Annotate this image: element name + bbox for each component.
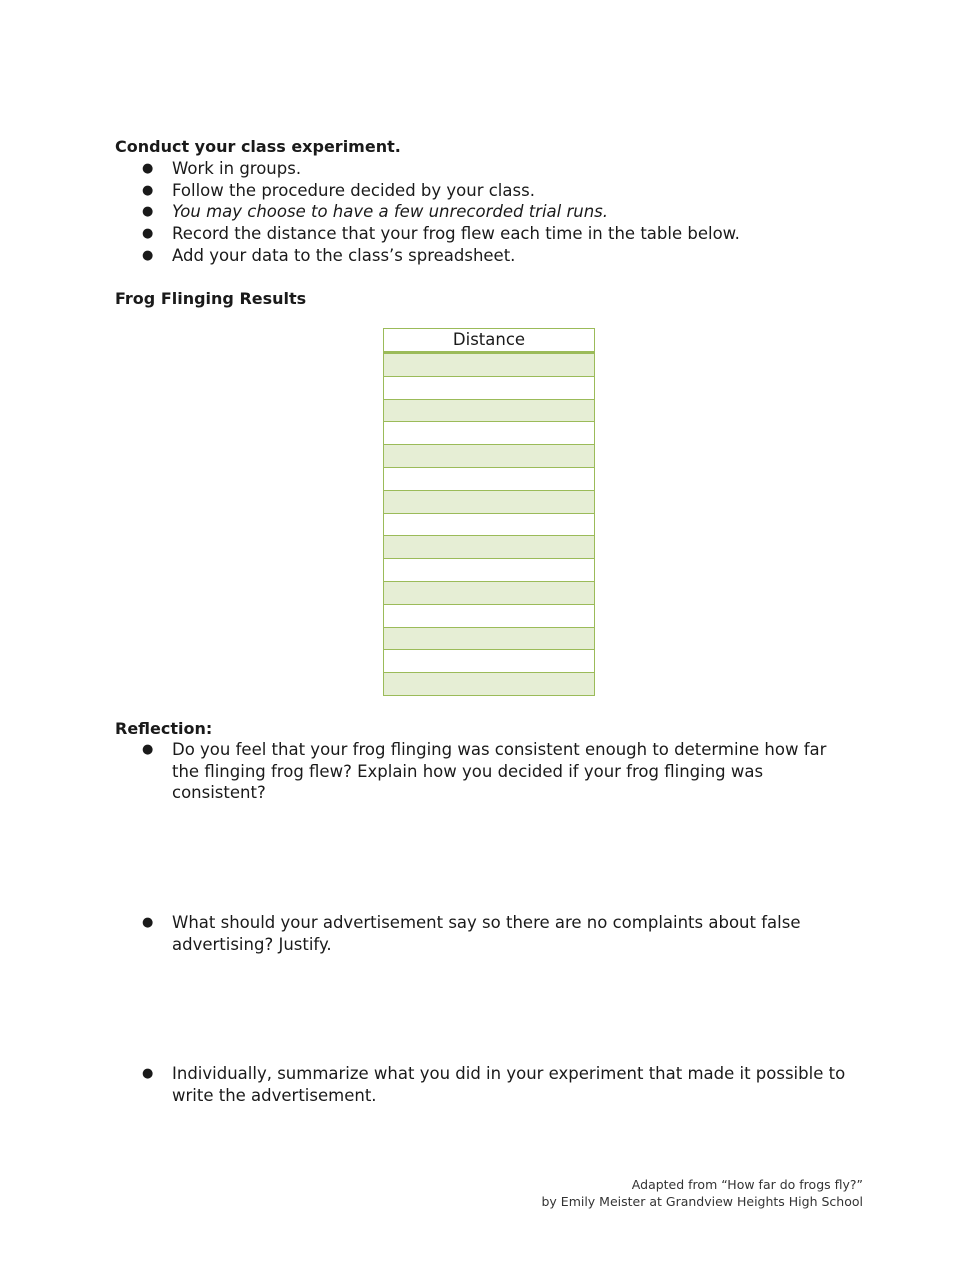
distance-cell[interactable] xyxy=(384,490,595,513)
table-row xyxy=(384,513,595,536)
bullet-icon: ● xyxy=(142,161,154,176)
distance-column-header: Distance xyxy=(384,329,595,353)
results-table xyxy=(383,328,595,696)
distance-cell[interactable] xyxy=(384,399,595,422)
table-row xyxy=(384,467,595,490)
distance-cell[interactable] xyxy=(384,627,595,650)
table-row xyxy=(384,673,595,696)
list-item xyxy=(115,1063,855,1106)
footer-line-1: Adapted from “How far do frogs fly?” xyxy=(631,1177,863,1192)
bullet-icon: ● xyxy=(142,1066,154,1081)
bullet-icon: ● xyxy=(142,247,154,263)
reflection-question-2 xyxy=(115,912,855,955)
experiment-list xyxy=(115,158,855,267)
table-row xyxy=(384,581,595,604)
list-item xyxy=(115,180,855,202)
table-row xyxy=(384,604,595,627)
experiment-heading: Conduct your class experiment. xyxy=(115,137,401,156)
distance-cell[interactable] xyxy=(384,604,595,627)
bullet-icon: ● xyxy=(142,742,154,757)
distance-cell[interactable] xyxy=(384,650,595,673)
list-item-text: You may choose to have a few unrecorded trial runs. xyxy=(172,202,609,222)
table-row xyxy=(384,445,595,468)
list-item-text: Record the distance that your frog flew each time in the table below. xyxy=(172,224,740,244)
reflection-heading: Reflection: xyxy=(115,719,213,738)
distance-cell[interactable] xyxy=(384,513,595,536)
distance-cell[interactable] xyxy=(384,467,595,490)
attribution-footer xyxy=(541,1177,863,1210)
table-row xyxy=(384,650,595,673)
reflection-question-3 xyxy=(115,1063,855,1106)
list-item-text: Work in groups. xyxy=(172,159,302,178)
distance-cell[interactable] xyxy=(384,559,595,582)
table-row xyxy=(384,376,595,399)
distance-cell[interactable] xyxy=(384,353,595,377)
distance-cell[interactable] xyxy=(384,376,595,399)
list-item xyxy=(115,739,855,804)
table-row xyxy=(384,422,595,445)
table-row xyxy=(384,627,595,650)
distance-cell[interactable] xyxy=(384,422,595,445)
list-item xyxy=(115,223,855,245)
results-heading: Frog Flinging Results xyxy=(115,289,307,308)
list-item-text: Follow the procedure decided by your class. xyxy=(172,180,535,200)
list-item xyxy=(115,912,855,955)
question-text: Do you feel that your frog flinging was consistent enough to determine how far the flinging frog flew? Explain how you decided if your frog flinging was consistent? xyxy=(172,740,827,803)
list-item-text: Add your data to the class’s spreadsheet. xyxy=(172,245,516,265)
table-row xyxy=(384,490,595,513)
list-item xyxy=(115,245,855,267)
table-row xyxy=(384,399,595,422)
question-text: Individually, summarize what you did in your experiment that made it possible to write the advertisement. xyxy=(172,1064,846,1105)
bullet-icon: ● xyxy=(142,182,154,198)
table-row xyxy=(384,353,595,377)
reflection-question-1 xyxy=(115,739,855,804)
bullet-icon: ● xyxy=(142,226,154,242)
table-row xyxy=(384,536,595,559)
distance-cell[interactable] xyxy=(384,581,595,604)
footer-line-2: by Emily Meister at Grandview Heights High School xyxy=(541,1193,863,1209)
question-text: What should your advertisement say so there are no complaints about false advertising? Justify. xyxy=(172,913,801,954)
table-row xyxy=(384,559,595,582)
bullet-icon: ● xyxy=(142,915,154,930)
bullet-icon: ● xyxy=(142,204,154,220)
distance-cell[interactable] xyxy=(384,536,595,559)
distance-cell[interactable] xyxy=(384,673,595,696)
distance-cell[interactable] xyxy=(384,445,595,468)
table-header-row xyxy=(384,329,595,353)
list-item xyxy=(115,158,855,180)
list-item xyxy=(115,201,855,223)
